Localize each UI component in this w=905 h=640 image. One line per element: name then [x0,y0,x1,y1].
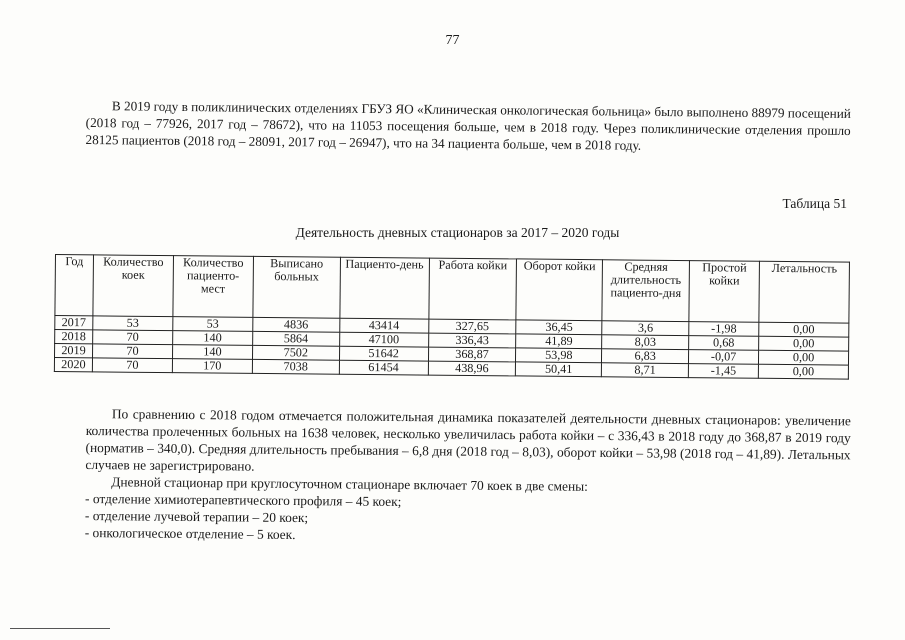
table-header-row [55,255,850,324]
table-cell: 61454 [339,360,428,375]
table-cell: 0,00 [758,364,848,379]
footer-line [10,628,110,629]
table-wrapper [54,254,850,380]
table-cell: 50,41 [516,362,602,377]
table-cell: 327,65 [428,319,516,334]
department-item: - отделение лучевой терапии – 20 коек; [84,507,309,526]
table-header-cell: Летальность [759,261,850,323]
table-cell: 0,00 [759,322,849,337]
table-cell: 41,89 [516,334,602,349]
table-cell: 140 [172,345,252,360]
table-cell: 336,43 [428,333,516,348]
table-cell: 70 [92,358,172,373]
table-body [54,316,849,380]
table-cell: -1,45 [688,364,758,379]
table-cell: 36,45 [516,320,602,335]
table-cell: 3,6 [602,321,689,336]
department-item: - онкологическое отделение – 5 коек. [84,524,296,543]
table-cell: 70 [93,330,173,345]
table-cell: 53 [93,316,173,331]
table-cell: -1,98 [689,322,759,337]
table-cell: 0,00 [759,350,849,365]
table-header-cell: Количество пациенто-мест [173,256,254,318]
table-cell: 7038 [252,359,339,374]
table-cell: 6,83 [602,349,689,364]
table-header-cell: Оборот койки [516,259,602,321]
table-header-cell: Простой койки [689,261,759,323]
table-cell: 43414 [339,318,428,333]
table-header-cell: Средняя длительность пациенто-дня [602,260,690,322]
table-cell: 0,68 [689,336,759,351]
intro-section [85,97,850,156]
table-cell: 47100 [339,332,428,347]
table-cell: 51642 [339,346,428,361]
table-header-cell: Пациенто-день [340,257,429,319]
table-cell: 2017 [55,316,93,330]
day-hospital-table [54,254,850,380]
table-cell: 438,96 [428,361,516,376]
table-header-cell: Год [55,255,94,316]
table-cell: 8,03 [602,335,689,350]
page-number: 77 [445,33,460,48]
table-cell: 7502 [252,345,339,360]
table-cell: 8,71 [602,363,689,378]
table-cell: 4836 [253,317,340,332]
table-header-cell: Выписано больных [253,256,340,318]
table-cell: 53 [173,317,253,332]
table-cell: 140 [173,331,253,346]
table-cell: 53,98 [516,348,602,363]
table-title: Деятельность дневных стационаров за 2017 – 2020 годы [295,225,620,240]
table-label: Таблица 51 [782,196,847,211]
table-cell: 368,87 [428,347,516,362]
table-cell: 2020 [54,358,92,372]
day-hospital-intro: Дневной стационар при круглосуточном стационаре включает 70 коек в две смены: [111,474,588,494]
department-item: - отделение химиотерапевтического профиля – 45 коек; [85,490,402,510]
body-paragraph: По сравнению с 2018 годом отмечается положительная динамика показателей деятельности дневных стационаров: увеличение количества пролеченных больных на 1638 человек, несколько увеличилась работа койки – с 336,43 в 2018 году до 368,87 в 2019 году (норматив – 340,0). Средняя длительность пребывания – 6,8 дня (2018 год – 8,03), оборот койки – 53,98 (2018 год – 41,89). Летальных случаев не зарегистрировано. [85,406,851,474]
department-list [85,490,850,548]
table-cell: -0,07 [689,350,759,365]
body-section [85,405,851,548]
table-header-cell: Количество коек [93,255,174,317]
table-cell: 2018 [55,330,93,344]
table-header-cell: Работа койки [428,258,516,320]
table-cell: 2019 [55,344,93,358]
intro-paragraph: В 2019 году в поликлинических отделениях ГБУЗ ЯО «Клиническая онкологическая больница» было выполнено 88979 посещений (2018 год – 77926, 2017 год – 78672), что на 11053 посещения больше, чем в 2018 году. Через поликлинические отделения прошло 28125 пациентов (2018 год – 28091, 2017 год – 26947), что на 34 пациента больше, чем в 2018 году. [85,98,851,153]
table-cell: 170 [172,359,252,374]
table-cell: 0,00 [759,336,849,351]
table-cell: 70 [92,344,172,359]
table-cell: 5864 [252,331,339,346]
